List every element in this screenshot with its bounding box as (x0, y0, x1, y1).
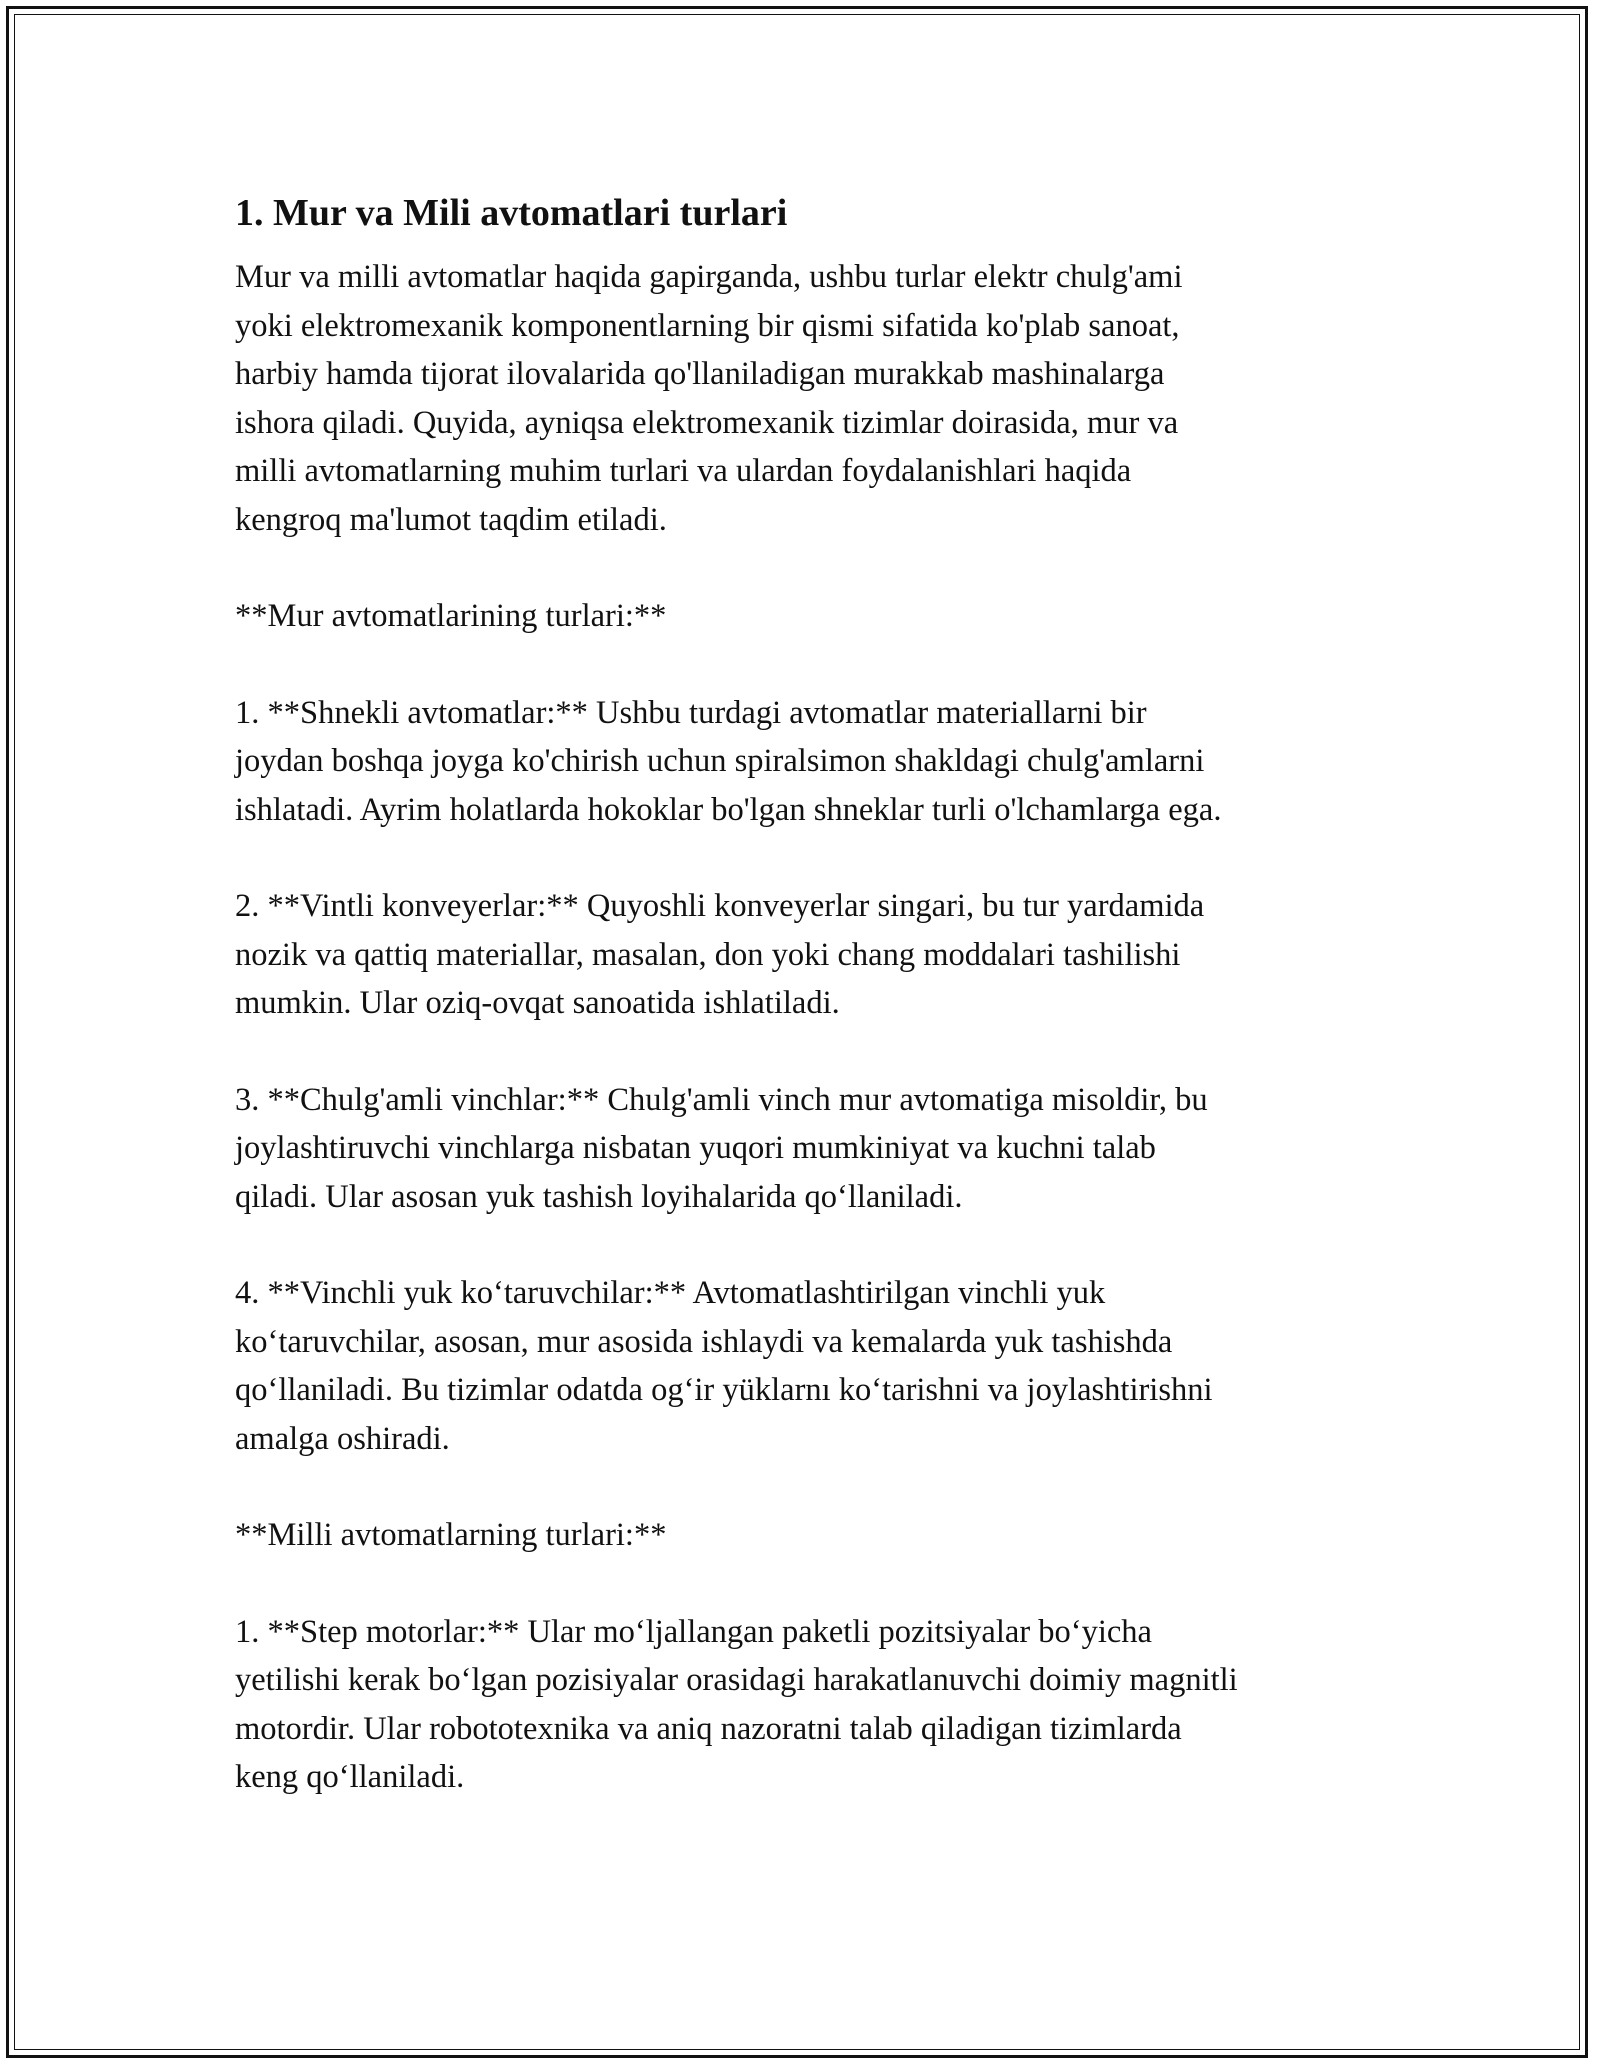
list-item-step-motorlar: 1. **Step motorlar:** Ular mo‘ljallangan paketli pozitsiyalar bo‘yicha yetilishi kerak bo‘lgan pozisiyalar orasidagi harakatlanuvchi doimiy magnitli motordir. Ular robototexnika va aniq nazoratni talab qiladigan tizimlarda keng qo‘llaniladi. (235, 1613, 1238, 1795)
list-item-vinchli: 4. **Vinchli yuk ko‘taruvchilar:** Avtomatlashtirilgan vinchli yuk ko‘taruvchilar, asosan, mur asosida ishlaydi va kemalarda yuk tashishda qo‘llaniladi. Bu tizimlar odatda og‘ir yüklarnı ko‘tarishni va joylashtirishni amalga oshiradi. (235, 1275, 1213, 1457)
mur-types-heading: **Mur avtomatlarining turlari:** (235, 598, 667, 634)
intro-paragraph: Mur va milli avtomatlar haqida gapirganda, ushbu turlar elektr chulg'ami yoki elektromexanik komponentlarning bir qismi sifatida ko'plab sanoat, harbiy hamda tijorat ilovalarida qo'llaniladigan murakkab mashinalarga ishora qiladi. Quyida, ayniqsa elektromexanik tizimlar doirasida, mur va milli avtomatlarning muhim turlari va ulardan foydalanishlari haqida kengroq ma'lumot taqdim etiladi. (235, 259, 1183, 538)
list-item-vintli: 2. **Vintli konveyerlar:** Quyoshli konveyerlar singari, bu tur yardamida nozik va qattiq materiallar, masalan, don yoki chang moddalari tashilishi mumkin. Ular oziq-ovqat sanoatida ishlatiladi. (235, 888, 1205, 1021)
document-title: 1. Mur va Mili avtomatlari turlari (235, 192, 788, 234)
document-body (235, 185, 1405, 1850)
list-item-shnekli: 1. **Shnekli avtomatlar:** Ushbu turdagi avtomatlar materiallarni bir joydan boshqa joyga ko'chirish uchun spiralsimon shakldagi chulg'amlarni ishlatadi. Ayrim holatlarda hokoklar bo'lgan shneklar turli o'lchamlarga ega. (235, 694, 1222, 828)
milli-types-heading: **Milli avtomatlarning turlari:** (235, 1517, 667, 1553)
list-item-chulgamli: 3. **Chulg'amli vinchlar:** Chulg'amli vinch mur avtomatiga misoldir, bu joylashtiruvchi vinchlarga nisbatan yuqori mumkiniyat va kuchni talab qiladi. Ular asosan yuk tashish loyihalarida qo‘llaniladi. (235, 1081, 1208, 1215)
